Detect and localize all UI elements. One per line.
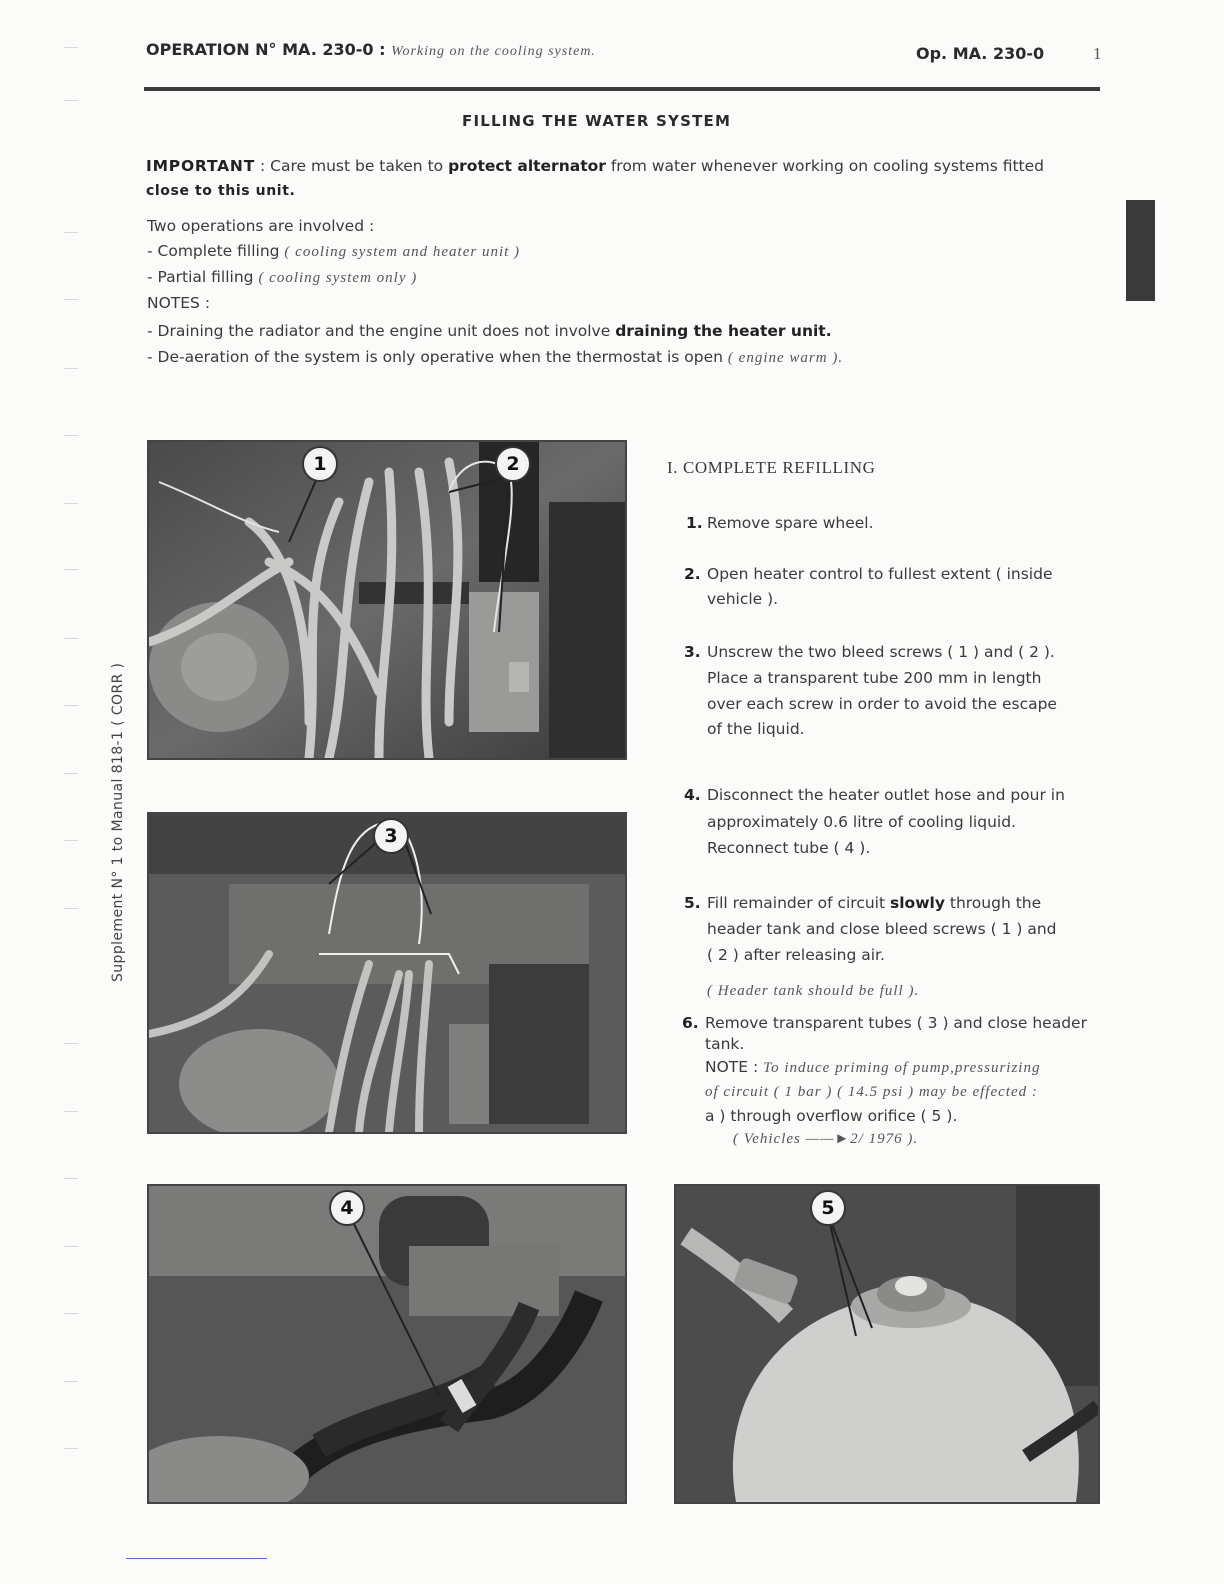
note-1 [147, 322, 832, 340]
note-2 [147, 348, 843, 367]
note-2-italic: ( engine warm ). [727, 350, 844, 366]
step-5-line-3: ( 2 ) after releasing air. [707, 946, 885, 964]
note-1-text: - Draining the radiator and the engine unit does not involve [147, 322, 616, 340]
margin-tick [64, 705, 78, 706]
important-line-2: close to this unit. [146, 183, 296, 199]
step-5-text-2: through the [944, 894, 1042, 912]
step-5 [684, 894, 701, 912]
page-header [146, 40, 596, 60]
callout-5: 5 [810, 1190, 846, 1226]
important-text-2: from water whenever working on cooling systems fitted [605, 157, 1044, 175]
step-6 [682, 1014, 699, 1032]
supplement-side-text: Supplement N° 1 to Manual 818-1 ( CORR ) [110, 662, 126, 982]
step-3-line-2: Place a transparent tube 200 mm in length [707, 669, 1042, 687]
photo-heater-outlet-hose [147, 1184, 627, 1504]
step-3-line-1: Unscrew the two bleed screws ( 1 ) and ( 2 ). [707, 643, 1055, 661]
note-1-bold: draining the heater unit. [615, 322, 832, 340]
complete-filling: - Complete filling [147, 242, 285, 260]
step-number: 6. [682, 1014, 699, 1032]
step-3-line-4: of the liquid. [707, 720, 805, 738]
step-6-note-line-2: of circuit ( 1 bar ) ( 14.5 psi ) may be effected : [705, 1084, 1038, 1100]
step-number: 2. [684, 565, 701, 583]
step-number: 1. [686, 514, 703, 532]
intro-line-3 [147, 268, 417, 287]
step-4-line-1: Disconnect the heater outlet hose and pour in [707, 786, 1065, 804]
margin-tick [64, 1448, 78, 1449]
margin-tick [64, 1111, 78, 1112]
step-2-line-1: Open heater control to fullest extent ( inside [707, 565, 1053, 583]
step-6-note-label: NOTE : [705, 1058, 764, 1076]
margin-tick [64, 773, 78, 774]
margin-tick [64, 503, 78, 504]
step-2 [684, 565, 701, 583]
callout-3: 3 [373, 818, 409, 854]
step-3 [684, 643, 701, 661]
important-sep: : [255, 157, 271, 175]
step-number: 5. [684, 894, 701, 912]
margin-tick [64, 1043, 78, 1044]
step-1-line-1: Remove spare wheel. [707, 514, 874, 532]
operation-label: OPERATION N° MA. 230-0 : [146, 40, 386, 59]
margin-tick [64, 840, 78, 841]
step-5-text: Fill remainder of circuit [707, 894, 890, 912]
photo-transparent-tubes [147, 812, 627, 1134]
intro-line-1: Two operations are involved : [147, 217, 375, 235]
margin-tick [64, 100, 78, 101]
margin-tick [64, 47, 78, 48]
margin-tick [64, 908, 78, 909]
page-number: 1 [1093, 44, 1102, 63]
important-line-1 [146, 157, 1044, 175]
important-text: Care must be taken to [270, 157, 449, 175]
header-rule [144, 87, 1100, 91]
step-1 [686, 514, 703, 532]
margin-tick [64, 435, 78, 436]
photo-engine-bleed-screws [147, 440, 627, 760]
margin-tick [64, 638, 78, 639]
margin-tick [64, 569, 78, 570]
notes-label: NOTES : [147, 294, 211, 312]
margin-tick [64, 368, 78, 369]
operation-reference: Op. MA. 230-0 [916, 44, 1045, 63]
margin-tick [64, 232, 78, 233]
step-5-note: ( Header tank should be full ). [707, 983, 920, 999]
complete-filling-scope: ( cooling system and heater unit ) [284, 244, 521, 260]
step-6-note-line-1 [705, 1058, 1040, 1077]
step-4-line-2: approximately 0.6 litre of cooling liquid. [707, 813, 1016, 831]
protect-alternator: protect alternator [448, 157, 606, 175]
partial-filling-scope: ( cooling system only ) [258, 270, 418, 286]
margin-tick [64, 1381, 78, 1382]
step-6-line-1: Remove transparent tubes ( 3 ) and close header [705, 1014, 1087, 1032]
step-number: 3. [684, 643, 701, 661]
step-5-line-2: header tank and close bleed screws ( 1 ) and [707, 920, 1057, 938]
step-6-sub-a-vehicles: ( Vehicles ——►2/ 1976 ). [733, 1131, 919, 1147]
callout-1: 1 [302, 446, 338, 482]
operation-subtitle: Working on the cooling system. [391, 44, 596, 59]
intro-line-2 [147, 242, 520, 261]
section-title: FILLING THE WATER SYSTEM [462, 112, 732, 130]
step-2-line-2: vehicle ). [707, 590, 779, 608]
margin-tick [64, 1178, 78, 1179]
step-3-line-3: over each screw in order to avoid the escape [707, 695, 1057, 713]
step-5-line-1 [707, 894, 1041, 912]
callout-4: 4 [329, 1190, 365, 1226]
callout-2: 2 [495, 446, 531, 482]
chapter-tab-marker [1126, 200, 1155, 301]
partial-filling: - Partial filling [147, 268, 259, 286]
step-4-line-3: Reconnect tube ( 4 ). [707, 839, 871, 857]
step-5-slowly: slowly [890, 894, 945, 912]
step-number: 4. [684, 786, 701, 804]
note-2-text: - De-aeration of the system is only operative when the thermostat is open [147, 348, 728, 366]
margin-tick [64, 1246, 78, 1247]
step-6-note-italic: To induce priming of pump,pressurizing [763, 1060, 1041, 1076]
step-4 [684, 786, 701, 804]
step-6-sub-a: a ) through overflow orifice ( 5 ). [705, 1107, 958, 1125]
margin-tick [64, 299, 78, 300]
photo-overflow-orifice [674, 1184, 1100, 1504]
step-6-line-2: tank. [705, 1035, 745, 1053]
important-label: IMPORTANT [146, 157, 256, 175]
footer-link-line [126, 1558, 267, 1559]
procedure-title: I. COMPLETE REFILLING [667, 458, 876, 477]
margin-tick [64, 1313, 78, 1314]
